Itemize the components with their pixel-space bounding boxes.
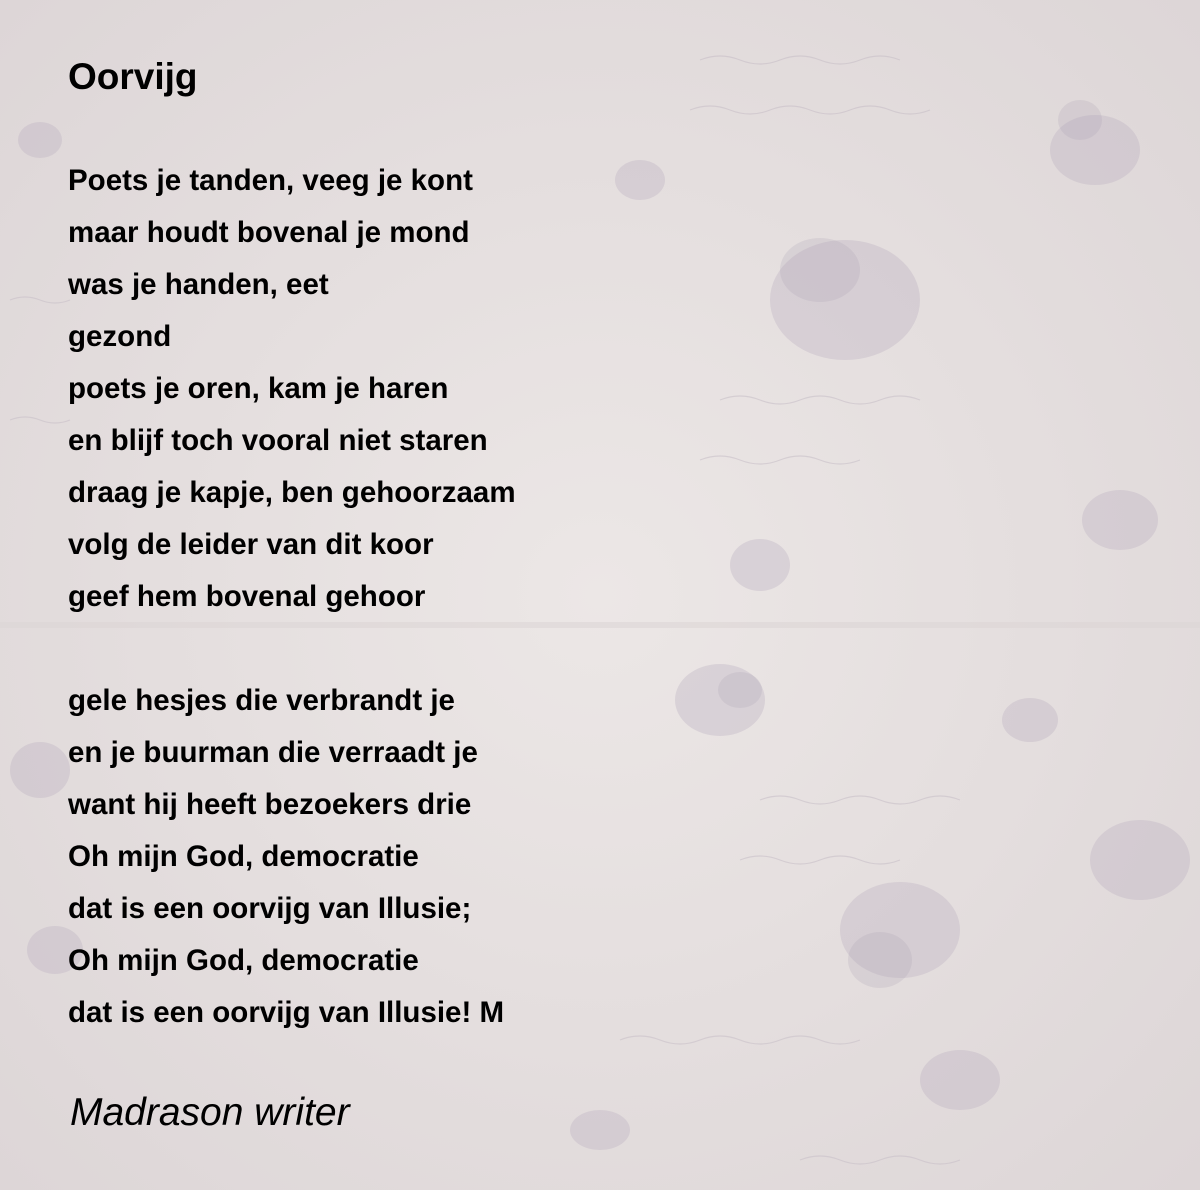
- poem-line: dat is een oorvijg van Illusie;: [68, 892, 472, 925]
- poem-line: was je handen, eet: [68, 268, 329, 301]
- poem-line: geef hem bovenal gehoor: [68, 580, 426, 613]
- poem-line: Oh mijn God, democratie: [68, 944, 419, 977]
- poem-line: dat is een oorvijg van Illusie! M: [68, 996, 505, 1029]
- poem-line: maar houdt bovenal je mond: [68, 216, 470, 249]
- poem-line: draag je kapje, ben gehoorzaam: [68, 476, 516, 509]
- poem-line: gezond: [68, 320, 172, 353]
- poem-line: poets je oren, kam je haren: [68, 372, 449, 405]
- stanza-2: [68, 675, 504, 1039]
- poem-line: en blijf toch vooral niet staren: [68, 424, 488, 457]
- poem-line: Poets je tanden, veeg je kont: [68, 164, 473, 197]
- poem-line: volg de leider van dit koor: [68, 528, 434, 561]
- poem-line: want hij heeft bezoekers drie: [68, 788, 472, 821]
- stanza-1: [68, 155, 516, 623]
- poem-title: Oorvijg: [68, 56, 198, 97]
- poem-author: Madrason writer: [70, 1091, 350, 1134]
- poem-line: Oh mijn God, democratie: [68, 840, 419, 873]
- poem-line: en je buurman die verraadt je: [68, 736, 478, 769]
- poem-line: gele hesjes die verbrandt je: [68, 684, 455, 717]
